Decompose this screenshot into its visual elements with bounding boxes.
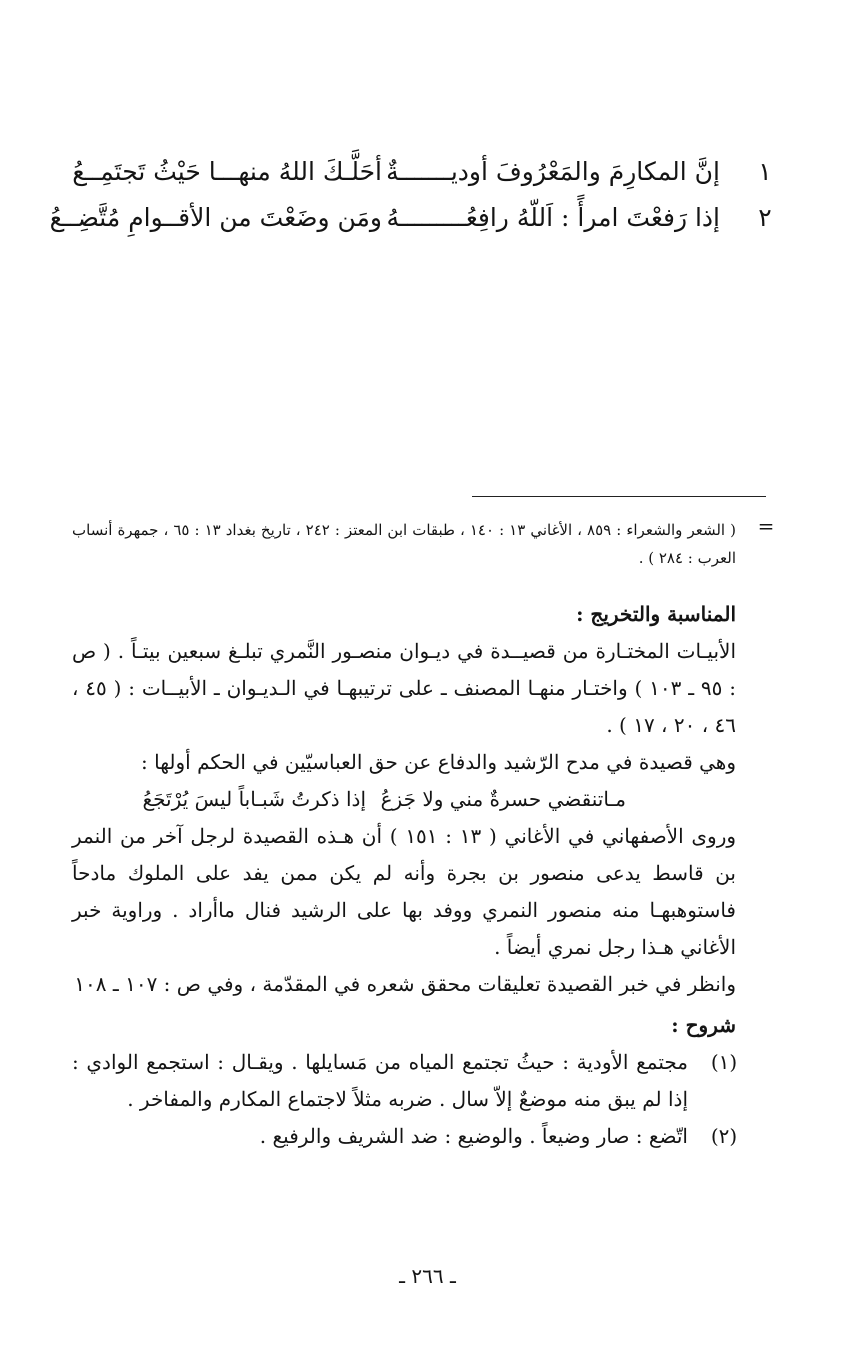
continuation-mark: =: [757, 514, 775, 538]
first-hemistich: إنَّ المكارِمَ والمَعْرُوفَ أوديـــــــةٌ: [386, 157, 720, 186]
footnote-separator: [472, 496, 766, 497]
footnote-continuation-text: ( الشعر والشعراء : ٨٥٩ ، الأغاني ١٣ : ١٤٠ ، طبقات ابن المعتز : ٢٤٢ ، تاريخ بغداد ١٣ : ٦٥ ، جمهرة أنساب العرب : ٢٨٤ ) .: [72, 521, 736, 567]
second-hemistich: أحَلَّـكَ اللهُ منهـــا حَيْثُ تَجتَمِــعُ: [72, 157, 382, 186]
page-number: ـ ٢٦٦ ـ: [399, 1264, 456, 1288]
munasaba-paragraph: الأبيـات المختـارة من قصيــدة في ديـوان منصـور النَّمري تبلـغ سبعين بيتـاً . ( ص : ٩٥ ـ ١٠٣ ) واختـار منهـا المصنف ـ على ترتيبهـا في الـديـوان ـ الأبيــات : ( ٤٥ ، ٤٦ ، ٢٠ ، ١٧ ) .: [72, 639, 737, 737]
munasaba-paragraph: وهي قصيدة في مدح الرّشيد والدفاع عن حق العباسيّين في الحكم أولها :: [141, 750, 736, 774]
munasaba-paragraph: وروى الأصفهاني في الأغاني ( ١٣ : ١٥١ ) أن هـذه القصيدة لرجل آخر من النمر بن قاسط يدعى منصور بن بجرة وأنه لم يكن ممن يفد على الملوك مادحاً فاستوهبهـا منه منصور النمري ووفد بها على الرشيد فنال ماأراد . وراوية خبر الأغاني هـذا رجل نمري أيضاً .: [72, 824, 737, 959]
sharh-item: [72, 1118, 736, 1155]
sharh-text: مجتمع الأودية : حيثُ تجتمع المياه من مَسايلها . ويقـال : استجمع الوادي : إذا لم يبق منه موضعٌ إلاّ سال . ضربه مثلاً لاجتماع المكارم والمفاخر .: [72, 1050, 688, 1111]
second-hemistich: ومَن وضَعْتَ من الأقــوامِ مُتَّضِــعُ: [49, 203, 382, 232]
verse-number: ١: [758, 157, 772, 186]
first-hemistich: إذا رَفعْتَ امرأً : اَللّهُ رافِعُـــــــــهُ: [386, 203, 720, 232]
munasaba-paragraph: وانظر في خبر القصيدة تعليقات محقق شعره في المقدّمة ، وفي ص : ١٠٧ ـ ١٠٨: [74, 972, 736, 996]
notes-section: [72, 596, 736, 1155]
verse-number: ٢: [758, 203, 772, 232]
quoted-verse-first: مـاتنقضي حسرةٌ مني ولا جَزعُ: [380, 787, 626, 811]
sharh-number: (١): [710, 1050, 738, 1074]
sharh-number: (٢): [710, 1124, 738, 1148]
quoted-verse: [72, 781, 736, 818]
sharh-text: اتّضع : صار وضيعاً . والوضيع : ضد الشريف والرفيع .: [259, 1124, 688, 1148]
quoted-verse-second: إذا ذكرتُ شَبـاباً ليسَ يُرْتَجَعُ: [142, 787, 366, 811]
munasaba-heading: المناسبة والتخريج :: [576, 602, 736, 626]
sharh-item: [72, 1044, 736, 1118]
poem-line-2: [49, 196, 780, 240]
poem-line-1: [60, 150, 780, 194]
shuruh-heading: شروح :: [671, 1013, 736, 1037]
